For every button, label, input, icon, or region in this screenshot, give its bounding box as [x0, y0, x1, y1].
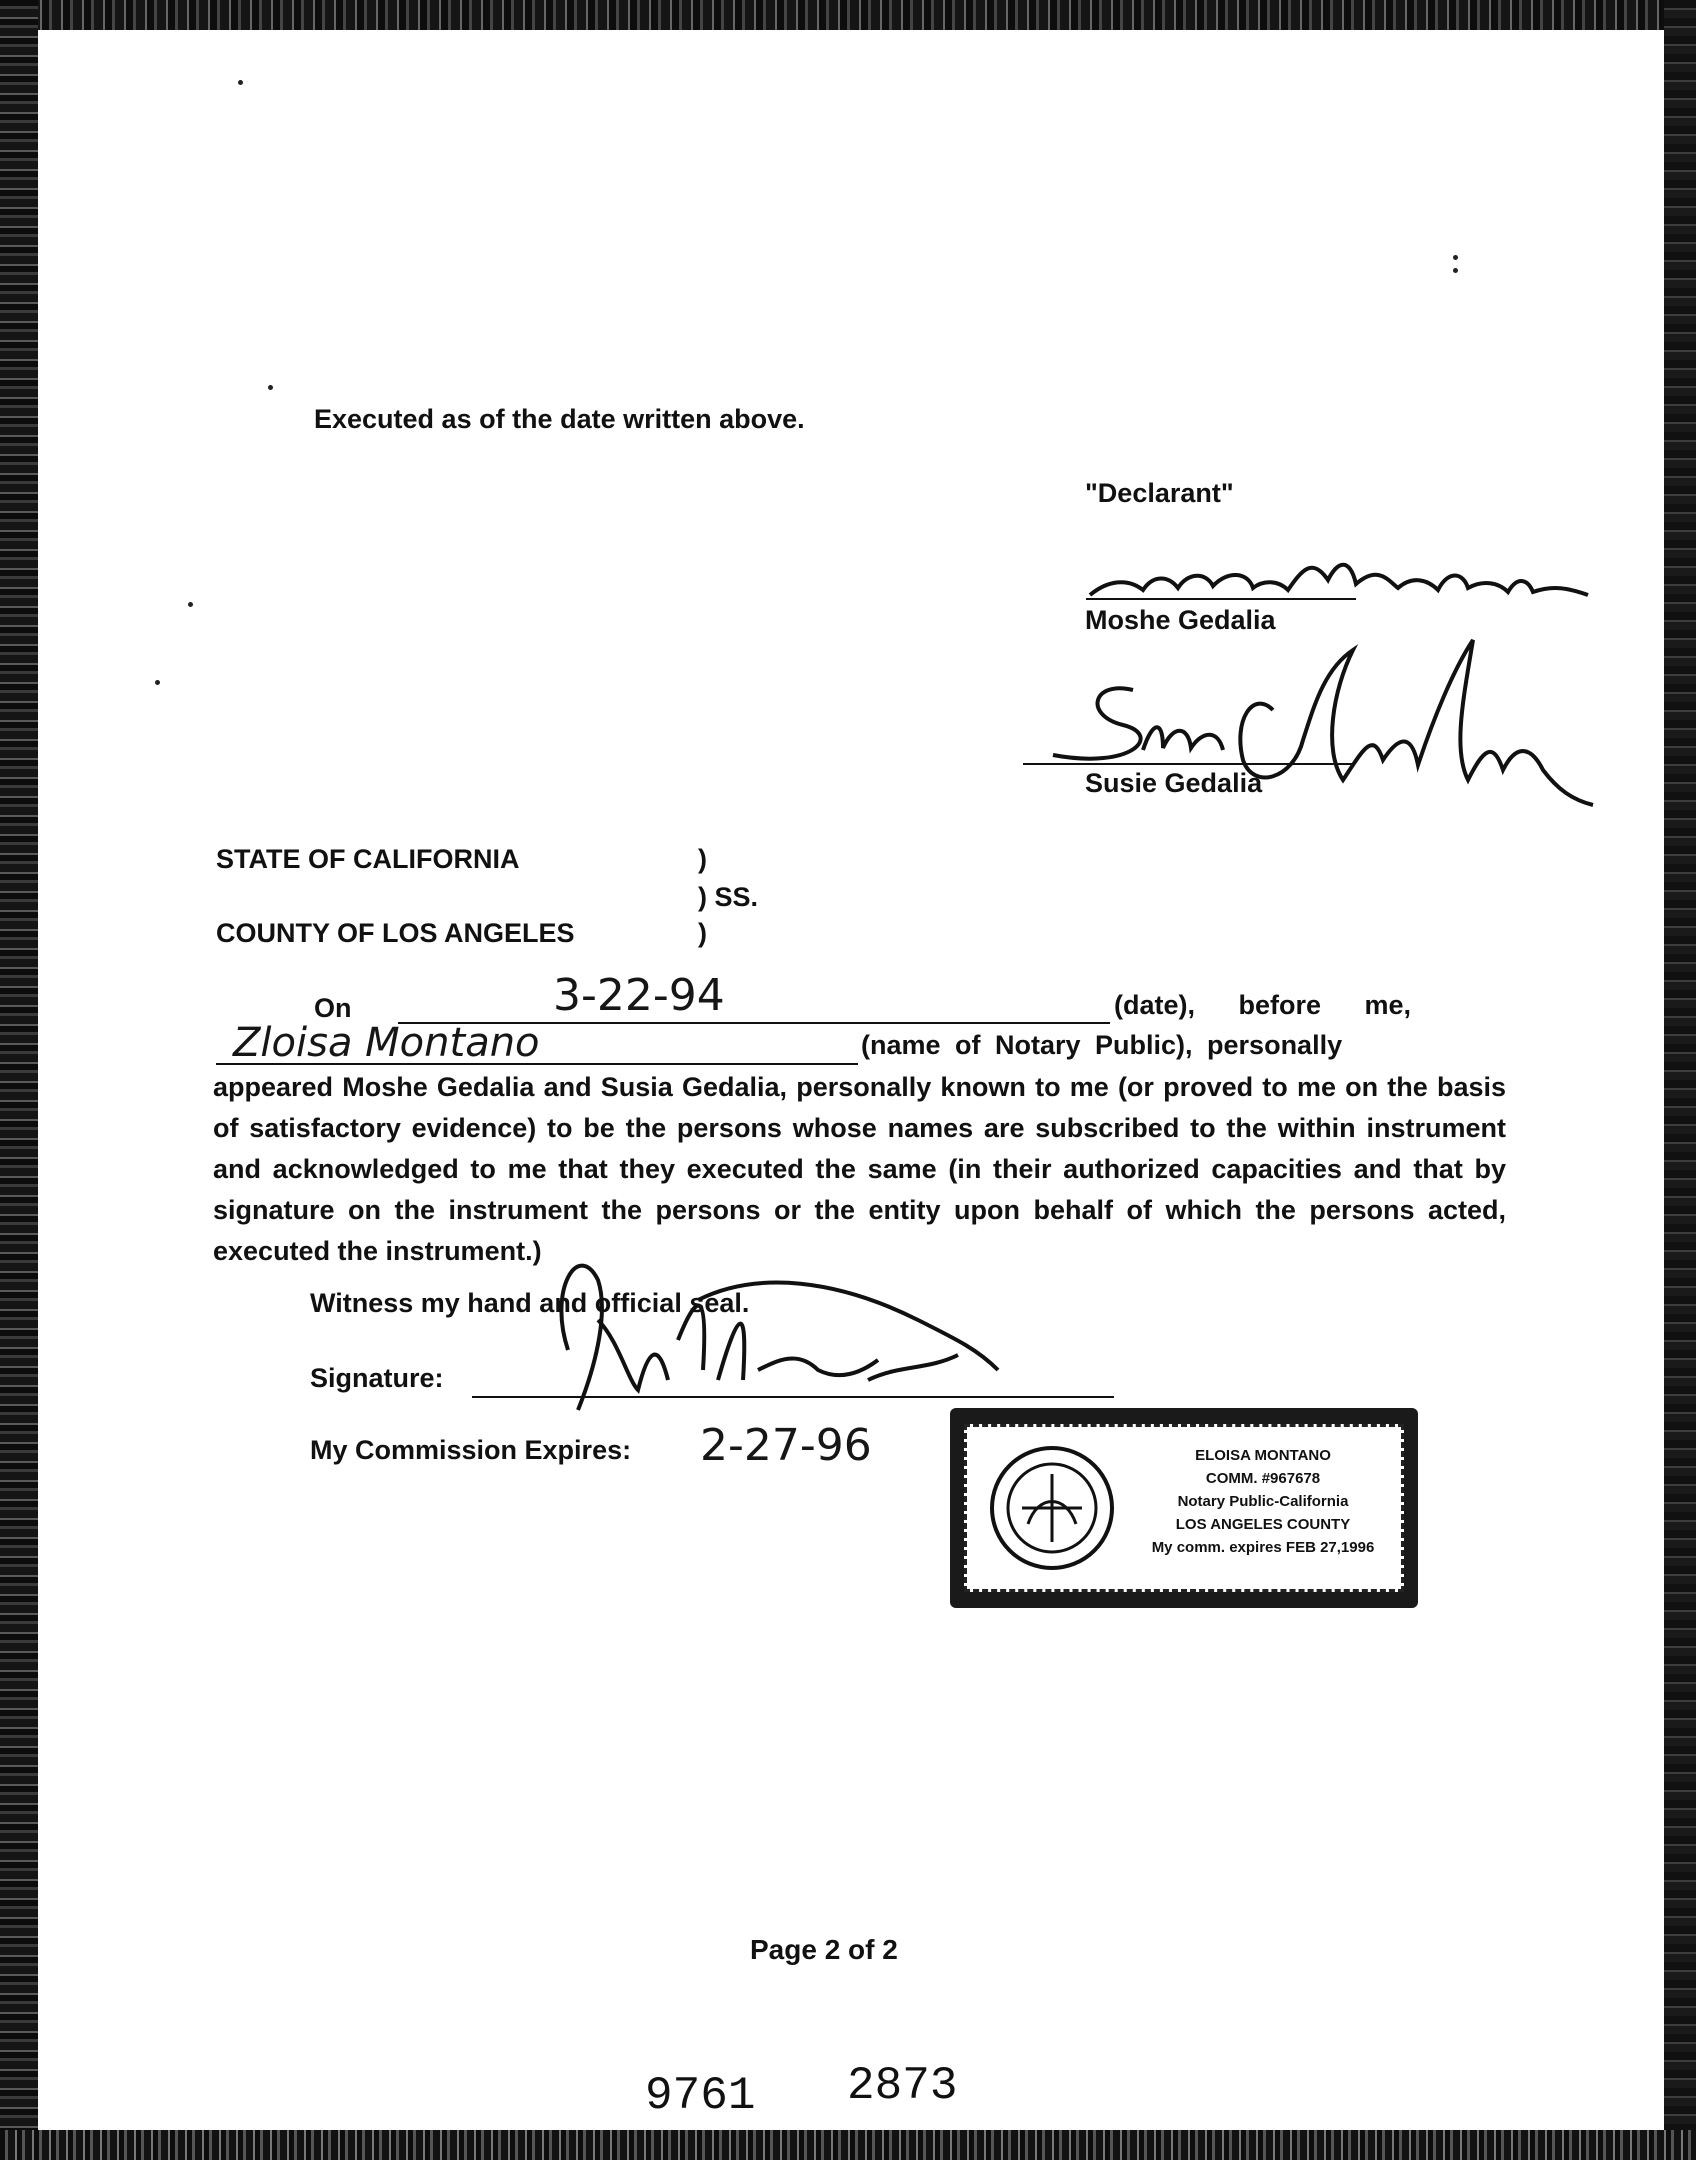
scan-border-bottom — [0, 2130, 1696, 2160]
venue-state: STATE OF CALIFORNIA — [216, 844, 520, 874]
stamp-line-name: ELOISA MONTANO — [1195, 1447, 1331, 1464]
scan-speck — [1453, 255, 1458, 260]
stamp-line-county: LOS ANGELES COUNTY — [1175, 1516, 1351, 1533]
venue-ss: ) SS. — [698, 882, 759, 912]
signature-line-susie — [1023, 763, 1353, 765]
notary-name-handwritten: Zloisa Montano — [233, 1020, 540, 1066]
document-number-left: 9761 — [645, 2070, 756, 2122]
notary-suffix: (name of Notary Public), personally — [861, 1030, 1343, 1060]
scan-border-right — [1664, 0, 1696, 2160]
signature-label: Signature: — [310, 1363, 444, 1393]
venue-county: COUNTY OF LOS ANGELES — [216, 918, 575, 948]
scan-speck — [268, 385, 273, 390]
commission-date: 2-27-96 — [700, 1420, 872, 1471]
acknowledgment-body: appeared Moshe Gedalia and Susia Gedalia, personally known to me (or proved to me on the basis of satisfactory evidence) to be the persons whose names are subscribed to the within instrument and acknowledged to me that they executed the same (in their authorized capacities and that by signature on the instrument the persons or the entity upon behalf of which the persons acted, executed the instrument.) — [213, 1072, 1506, 1266]
scan-speck — [188, 602, 193, 607]
notary-seal-icon — [988, 1444, 1116, 1572]
signature-line-moshe — [1086, 598, 1356, 600]
notary-stamp — [950, 1408, 1418, 1608]
signatory-name-moshe: Moshe Gedalia — [1085, 605, 1276, 635]
acknowledgment-date: 3-22-94 — [553, 970, 725, 1021]
signatory-name-susie: Susie Gedalia — [1085, 768, 1263, 798]
on-label: On — [314, 993, 352, 1023]
stamp-line-expiry: My comm. expires FEB 27,1996 — [1151, 1539, 1375, 1556]
venue-paren: ) — [698, 918, 707, 948]
declarant-label: "Declarant" — [1085, 478, 1234, 508]
scan-speck — [1453, 268, 1458, 273]
scan-speck — [155, 680, 160, 685]
stamp-line-commission: COMM. #967678 — [1205, 1470, 1321, 1487]
document-page — [38, 30, 1664, 2130]
scan-border-left — [0, 0, 38, 2160]
executed-statement: Executed as of the date written above. — [314, 404, 805, 434]
witness-statement: Witness my hand and official seal. — [310, 1288, 750, 1318]
commission-label: My Commission Expires: — [310, 1435, 632, 1465]
notary-signature — [538, 1230, 1098, 1420]
stamp-line-title: Notary Public-California — [1177, 1493, 1349, 1510]
date-suffix: (date), before me, — [1114, 990, 1412, 1020]
notary-name-line — [216, 1063, 858, 1065]
scan-speck — [238, 80, 243, 85]
document-number-right: 2873 — [847, 2060, 958, 2112]
page-number: Page 2 of 2 — [750, 1934, 898, 1965]
venue-paren: ) — [698, 844, 707, 874]
scan-border-top — [0, 0, 1696, 30]
